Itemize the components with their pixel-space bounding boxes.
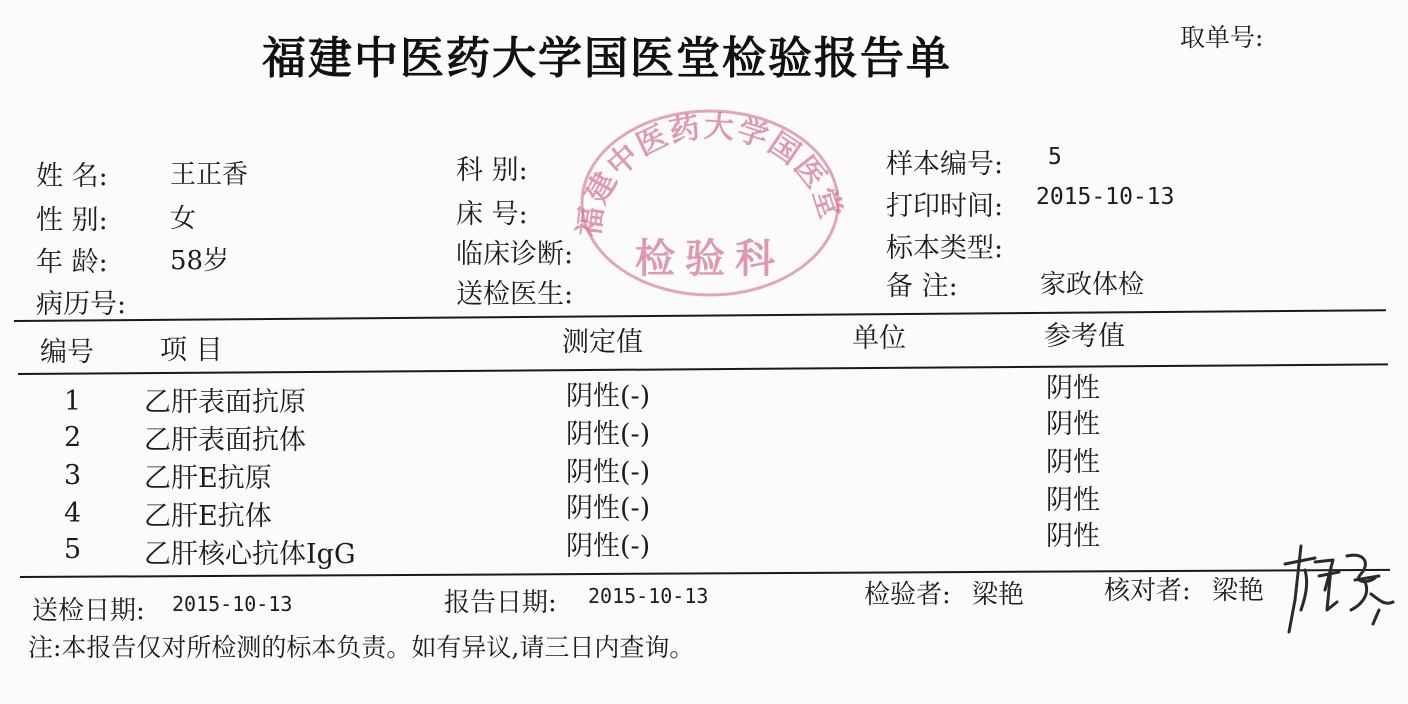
- row-4-ref: 阴性: [1046, 485, 1100, 516]
- report-date-value: 2015-10-13: [588, 584, 709, 608]
- print-time-value: 2015-10-13: [1036, 184, 1175, 210]
- row-3-no: 3: [64, 460, 82, 491]
- row-1-ref: 阴性: [1046, 373, 1100, 404]
- row-5-item: 乙肝核心抗体IgG: [144, 539, 356, 570]
- handwritten-signature: [1275, 540, 1400, 645]
- age-value: 58岁: [170, 246, 230, 276]
- col-header-value: 测定值: [562, 327, 643, 358]
- stamp-center-text: 检验科: [635, 236, 785, 282]
- row-2-no: 2: [64, 422, 82, 453]
- print-time-label: 打印时间:: [886, 191, 1004, 222]
- row-5-value: 阴性(-): [566, 531, 651, 562]
- report-date-label: 报告日期:: [444, 588, 557, 618]
- bed-label: 床 号:: [456, 199, 528, 230]
- sample-no-label: 样本编号:: [886, 149, 1004, 180]
- diagnosis-label: 临床诊断:: [456, 239, 574, 270]
- row-4-no: 4: [64, 498, 82, 529]
- col-header-no: 编号: [40, 337, 94, 368]
- col-header-ref: 参考值: [1044, 321, 1125, 352]
- row-1-no: 1: [64, 386, 82, 417]
- send-date-label: 送检日期:: [32, 596, 145, 626]
- row-4-item: 乙肝E抗体: [144, 501, 272, 532]
- row-2-value: 阴性(-): [566, 419, 651, 450]
- table-top-rule: [14, 309, 1386, 322]
- send-date-value: 2015-10-13: [172, 592, 293, 616]
- row-1-item: 乙肝表面抗原: [144, 387, 306, 418]
- footer-note: 注:本报告仅对所检测的标本负责。如有异议,请三日内查询。: [28, 633, 695, 662]
- stamp-ring-text: 福建中医药大学国医堂: [571, 109, 849, 239]
- row-3-item: 乙肝E抗原: [144, 463, 272, 494]
- row-4-value: 阴性(-): [566, 493, 651, 524]
- remark-label: 备 注:: [886, 271, 958, 302]
- row-2-item: 乙肝表面抗体: [144, 425, 306, 456]
- tester-label: 检验者:: [864, 580, 951, 610]
- doctor-label: 送检医生:: [456, 279, 574, 310]
- row-5-ref: 阴性: [1046, 521, 1100, 552]
- col-header-item: 项 目: [160, 335, 223, 366]
- sex-value: 女: [170, 204, 197, 234]
- sample-no-value: 5: [1048, 144, 1062, 170]
- row-2-ref: 阴性: [1046, 409, 1100, 440]
- row-3-value: 阴性(-): [566, 457, 651, 488]
- table-header-rule: [18, 363, 1388, 375]
- svg-text:福建中医药大学国医堂: [572, 109, 849, 239]
- take-number-label: 取单号:: [1180, 23, 1264, 52]
- row-3-ref: 阴性: [1046, 447, 1100, 478]
- checker-label: 核对者:: [1104, 576, 1191, 606]
- age-label: 年 龄:: [36, 247, 108, 278]
- dept-label: 科 别:: [456, 155, 528, 186]
- sample-type-label: 标本类型:: [886, 233, 1004, 264]
- row-1-value: 阴性(-): [566, 381, 651, 412]
- sex-label: 性 别:: [36, 205, 108, 236]
- name-value: 王正香: [170, 160, 249, 190]
- lab-stamp: [560, 88, 850, 298]
- tester-value: 梁艳: [972, 580, 1025, 610]
- checker-value: 梁艳: [1212, 576, 1265, 606]
- record-label: 病历号:: [36, 289, 127, 320]
- name-label: 姓 名:: [36, 161, 108, 192]
- report-title: 福建中医药大学国医堂检验报告单: [262, 33, 952, 84]
- remark-value: 家政体检: [1040, 270, 1145, 300]
- row-5-no: 5: [64, 534, 82, 565]
- col-header-unit: 单位: [852, 323, 906, 354]
